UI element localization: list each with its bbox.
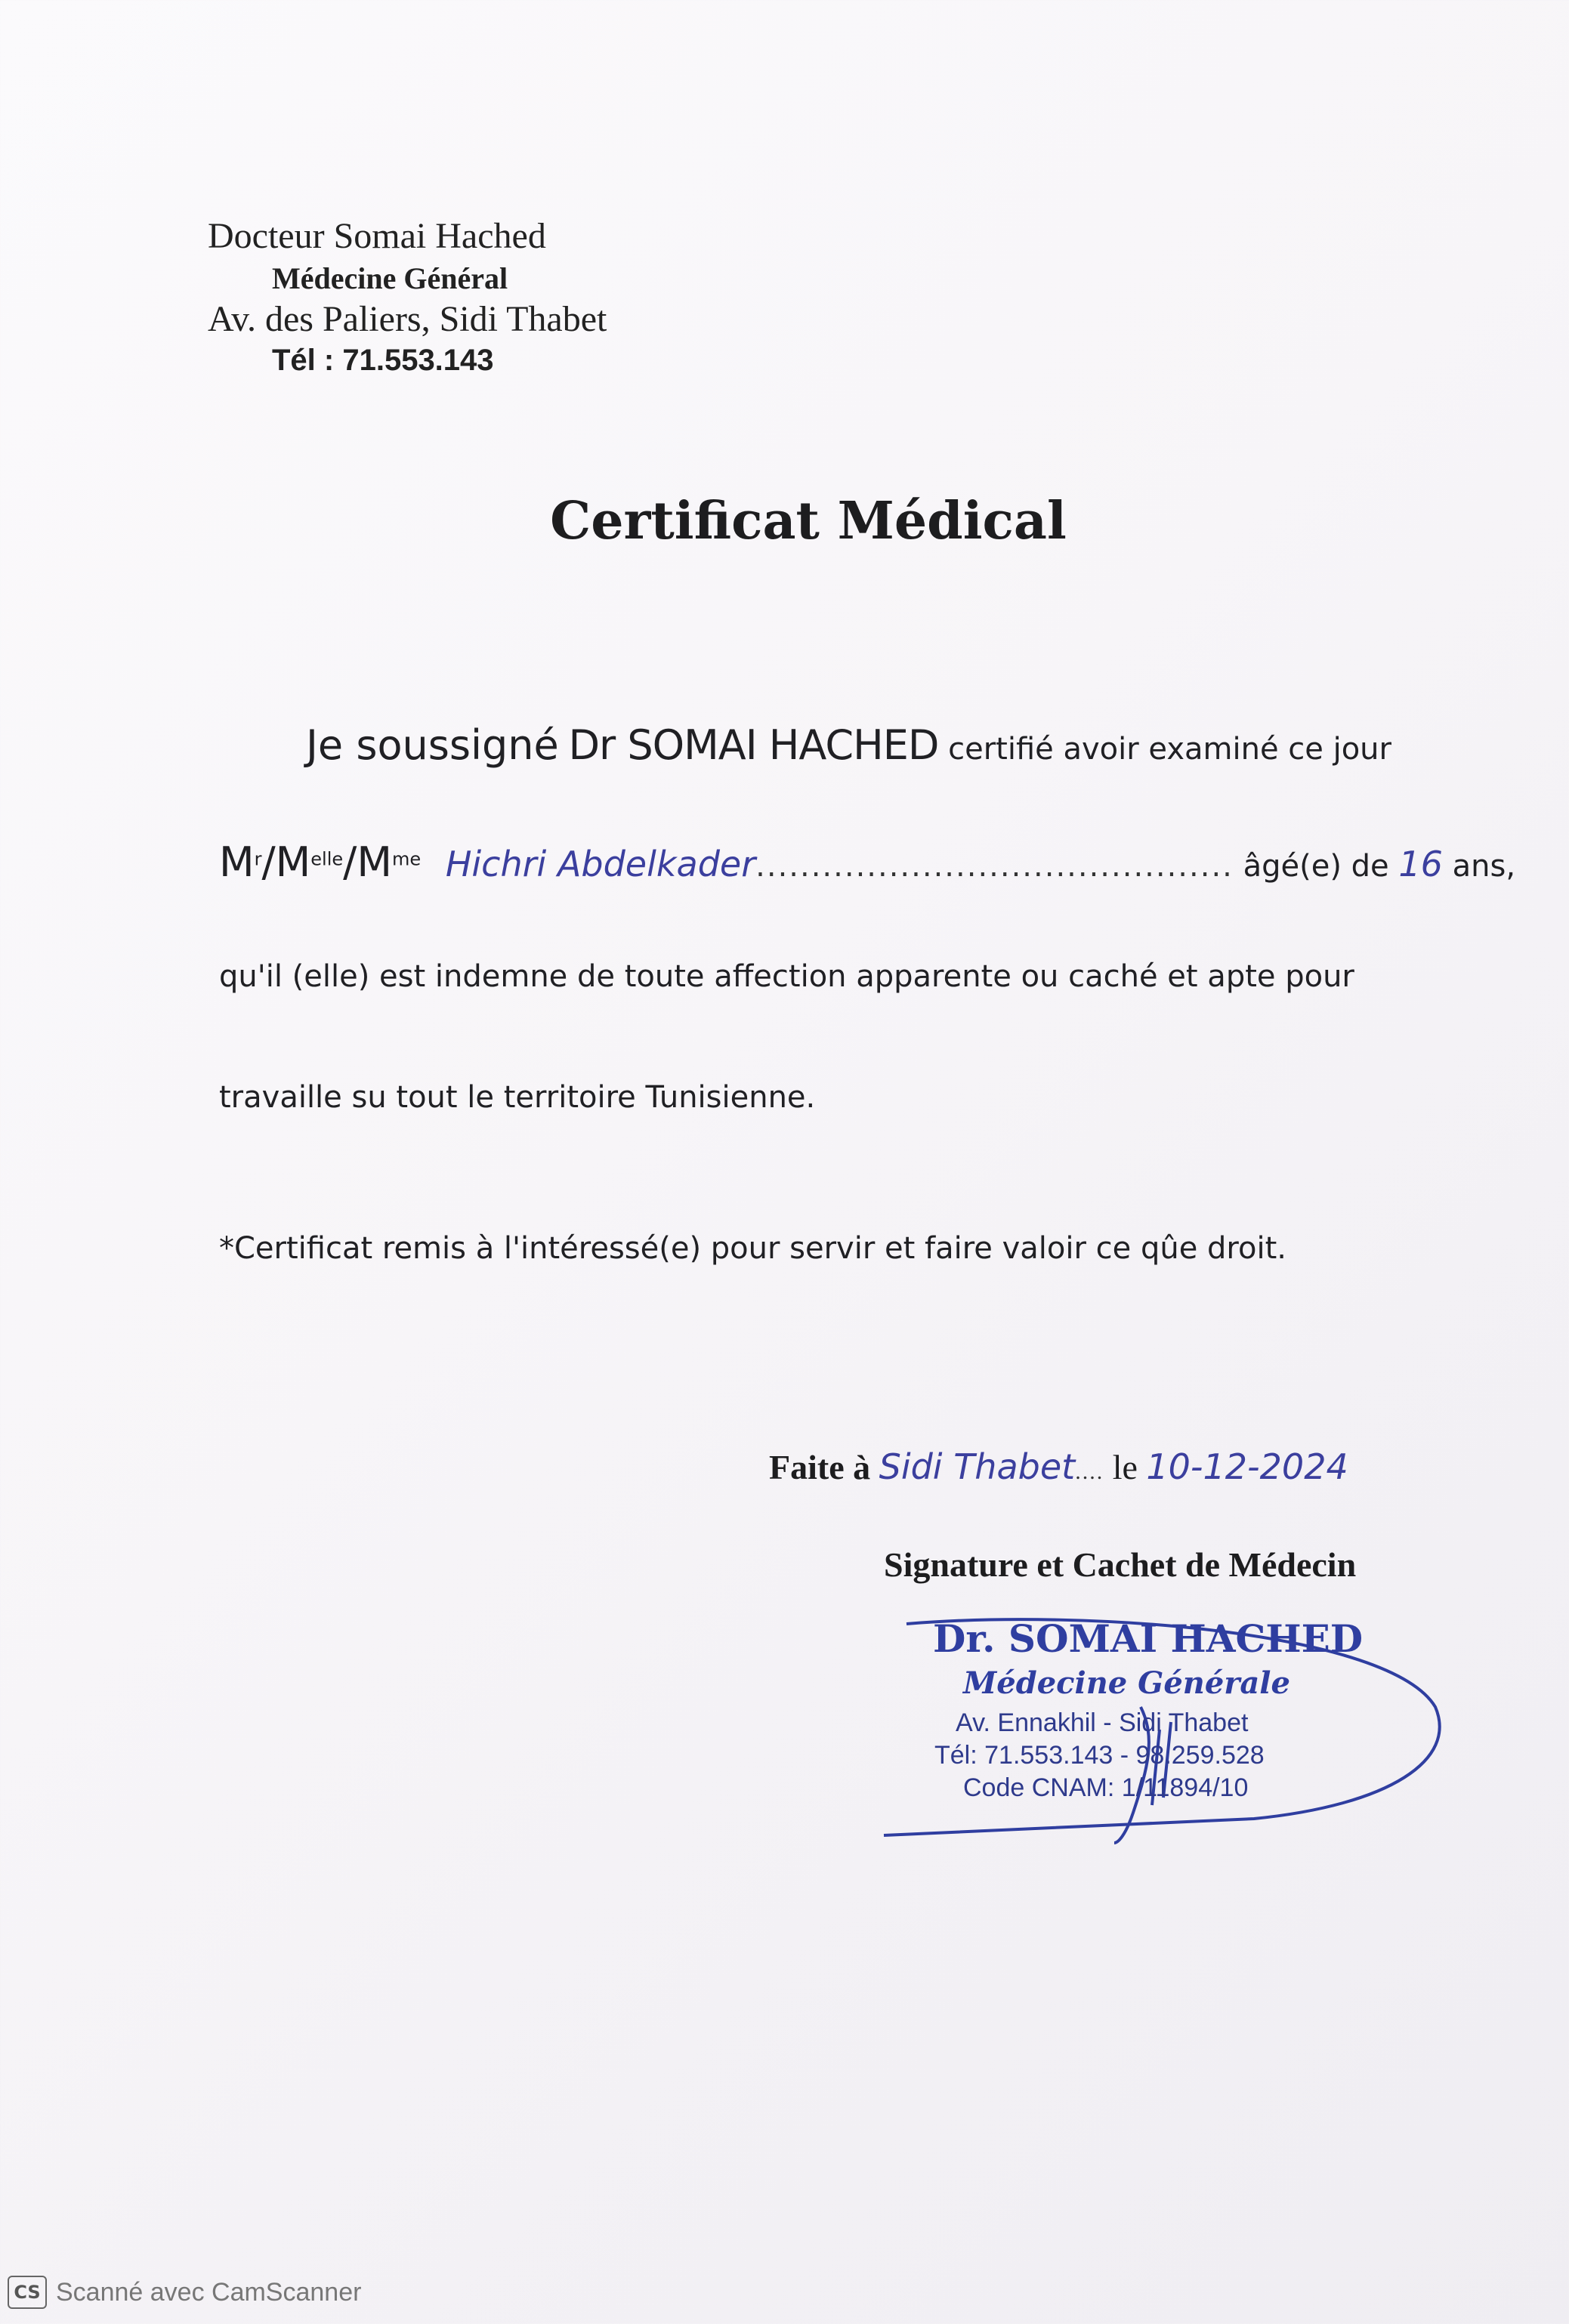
statement-intro: Je soussigné: [306, 721, 559, 769]
patient-name: Hichri Abdelkader: [445, 844, 756, 884]
doctor-stamp: [861, 1616, 1466, 1858]
salutation-mme-sup: me: [391, 848, 422, 870]
page-title: Certificat Médical: [550, 491, 1067, 551]
age-unit: ans,: [1452, 849, 1516, 884]
stamp-phone: Tél: 71.553.143 - 98.259.528: [934, 1741, 1265, 1770]
faite-label: Faite à: [769, 1448, 871, 1486]
statement-examined: certifié avoir examiné ce jour: [948, 732, 1391, 767]
camscanner-logo-icon: CS: [8, 2276, 47, 2309]
doctor-specialty: Médecine Général: [272, 261, 508, 295]
salutation-mr: M: [219, 838, 255, 886]
doctor-address: Av. des Paliers, Sidi Thabet: [208, 299, 607, 339]
statement-line-4: travaille su tout le territoire Tunisienne.: [219, 1080, 816, 1115]
issue-place: Sidi Thabet: [879, 1446, 1076, 1487]
signature-label: Signature et Cachet de Médecin: [884, 1545, 1357, 1584]
age-label: âgé(e) de: [1243, 849, 1389, 884]
stamp-specialty: Médecine Générale: [963, 1665, 1290, 1701]
salutation-mr-sup: r: [254, 848, 262, 870]
issue-date: 10-12-2024: [1146, 1446, 1348, 1487]
scanner-watermark: [0, 2270, 361, 2315]
le-label: le: [1112, 1448, 1138, 1486]
statement-line-1: [306, 721, 1391, 769]
patient-age: 16: [1398, 844, 1443, 884]
place-date-line: Faite à Sidi Thabet.... le 10-12-2024: [769, 1446, 1348, 1487]
stamp-doctor-name: Dr. SOMAI HACHED: [933, 1616, 1364, 1661]
stamp-cnam-code: Code CNAM: 1/11894/10: [963, 1773, 1249, 1802]
salutation-mlle-sup: elle: [310, 848, 344, 870]
doctor-name-header: Docteur Somai Hached: [208, 216, 546, 256]
statement-doctor-name: Dr SOMAI HACHED: [568, 721, 939, 769]
scanner-text: Scanné avec CamScanner: [56, 2277, 362, 2307]
stamp-address: Av. Ennakhil - Sidi Thabet: [956, 1708, 1249, 1737]
patient-name-dots: ...........................................: [755, 849, 1234, 884]
doctor-phone: Tél : 71.553.143: [272, 344, 494, 377]
salutation-mme: /M: [343, 838, 392, 886]
statement-note: *Certificat remis à l'intéressé(e) pour servir et faire valoir ce qûe droit.: [219, 1231, 1286, 1266]
salutation-mlle: /M: [261, 838, 311, 886]
statement-line-3: qu'il (elle) est indemne de toute affection apparente ou caché et apte pour: [219, 959, 1354, 994]
statement-line-2: [219, 838, 1515, 886]
